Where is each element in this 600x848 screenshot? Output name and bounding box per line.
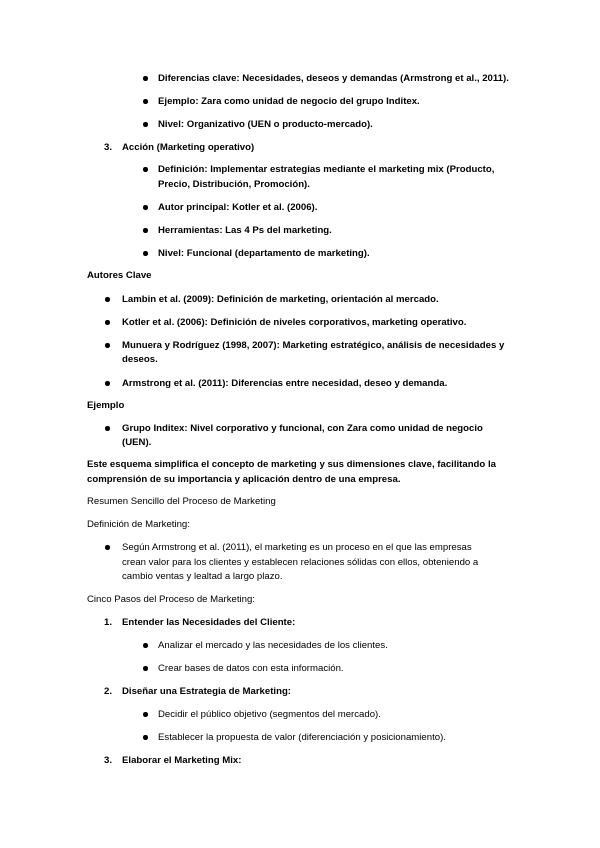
bullet-icon — [143, 122, 148, 127]
bullet-icon — [143, 712, 148, 717]
definition-text-continued: crean valor para los clientes y establecen relaciones sólidas con ellos, obteniendo a — [122, 557, 479, 568]
list-item: Autor principal: Kotler et al. (2006). — [158, 202, 318, 213]
list-item: Analizar el mercado y las necesidades de los clientes. — [158, 640, 388, 651]
list-item-continued: (UEN). — [122, 437, 152, 448]
section-heading: Cinco Pasos del Proceso de Marketing: — [87, 594, 255, 605]
list-number: 3. — [104, 755, 113, 766]
list-item: Nivel: Funcional (departamento de marketing). — [158, 248, 370, 259]
bullet-icon — [143, 735, 148, 740]
list-item: Herramientas: Las 4 Ps del marketing. — [158, 225, 332, 236]
list-item: Lambin et al. (2009): Definición de marketing, orientación al mercado. — [122, 294, 439, 305]
section-title: Acción (Marketing operativo) — [122, 142, 255, 153]
list-item-continued: deseos. — [122, 354, 158, 365]
step-title: Entender las Necesidades del Cliente: — [122, 617, 296, 628]
bullet-icon — [105, 381, 110, 386]
section-heading: Definición de Marketing: — [87, 519, 190, 530]
section-heading: Autores Clave — [87, 270, 152, 281]
summary-paragraph-continued: comprensión de su importancia y aplicación dentro de una empresa. — [87, 474, 401, 485]
list-number: 2. — [104, 686, 113, 697]
list-item: Nivel: Organizativo (UEN o producto-mercado). — [158, 119, 373, 130]
list-item: Decidir el público objetivo (segmentos del mercado). — [158, 709, 381, 720]
bullet-icon — [105, 426, 110, 431]
list-item: Definición: Implementar estrategias mediante el marketing mix (Producto, — [158, 164, 495, 175]
list-item: Grupo Inditex: Nivel corporativo y funcional, con Zara como unidad de negocio — [122, 423, 483, 434]
bullet-icon — [143, 205, 148, 210]
list-item: Diferencias clave: Necesidades, deseos y demandas (Armstrong et al., 2011). — [158, 73, 509, 84]
list-item: Crear bases de datos con esta información. — [158, 663, 344, 674]
list-item: Munuera y Rodríguez (1998, 2007): Marketing estratégico, análisis de necesidades y — [122, 340, 505, 351]
bullet-icon — [143, 228, 148, 233]
bullet-icon — [105, 545, 110, 550]
bullet-icon — [143, 251, 148, 256]
section-heading: Ejemplo — [87, 400, 125, 411]
list-item: Ejemplo: Zara como unidad de negocio del grupo Inditex. — [158, 96, 420, 107]
bullet-icon — [143, 643, 148, 648]
list-number: 1. — [104, 617, 113, 628]
bullet-icon — [143, 167, 148, 172]
list-item: Armstrong et al. (2011): Diferencias entre necesidad, deseo y demanda. — [122, 378, 448, 389]
summary-paragraph: Este esquema simplifica el concepto de marketing y sus dimensiones clave, facilitando la — [87, 459, 496, 470]
list-number: 3. — [104, 142, 113, 153]
list-item: Kotler et al. (2006): Definición de niveles corporativos, marketing operativo. — [122, 317, 467, 328]
bullet-icon — [105, 343, 110, 348]
definition-text: Según Armstrong et al. (2011), el marketing es un proceso en el que las empresas — [122, 542, 472, 553]
bullet-icon — [143, 666, 148, 671]
step-title: Diseñar una Estrategia de Marketing: — [122, 686, 292, 697]
bullet-icon — [105, 297, 110, 302]
document-subtitle: Resumen Sencillo del Proceso de Marketing — [87, 496, 276, 507]
step-title: Elaborar el Marketing Mix: — [122, 755, 242, 766]
bullet-icon — [105, 320, 110, 325]
bullet-icon — [143, 99, 148, 104]
list-item: Establecer la propuesta de valor (diferenciación y posicionamiento). — [158, 732, 446, 743]
list-item-continued: Precio, Distribución, Promoción). — [158, 179, 310, 190]
definition-text-continued: cambio ventas y lealtad a largo plazo. — [122, 571, 283, 582]
bullet-icon — [143, 76, 148, 81]
